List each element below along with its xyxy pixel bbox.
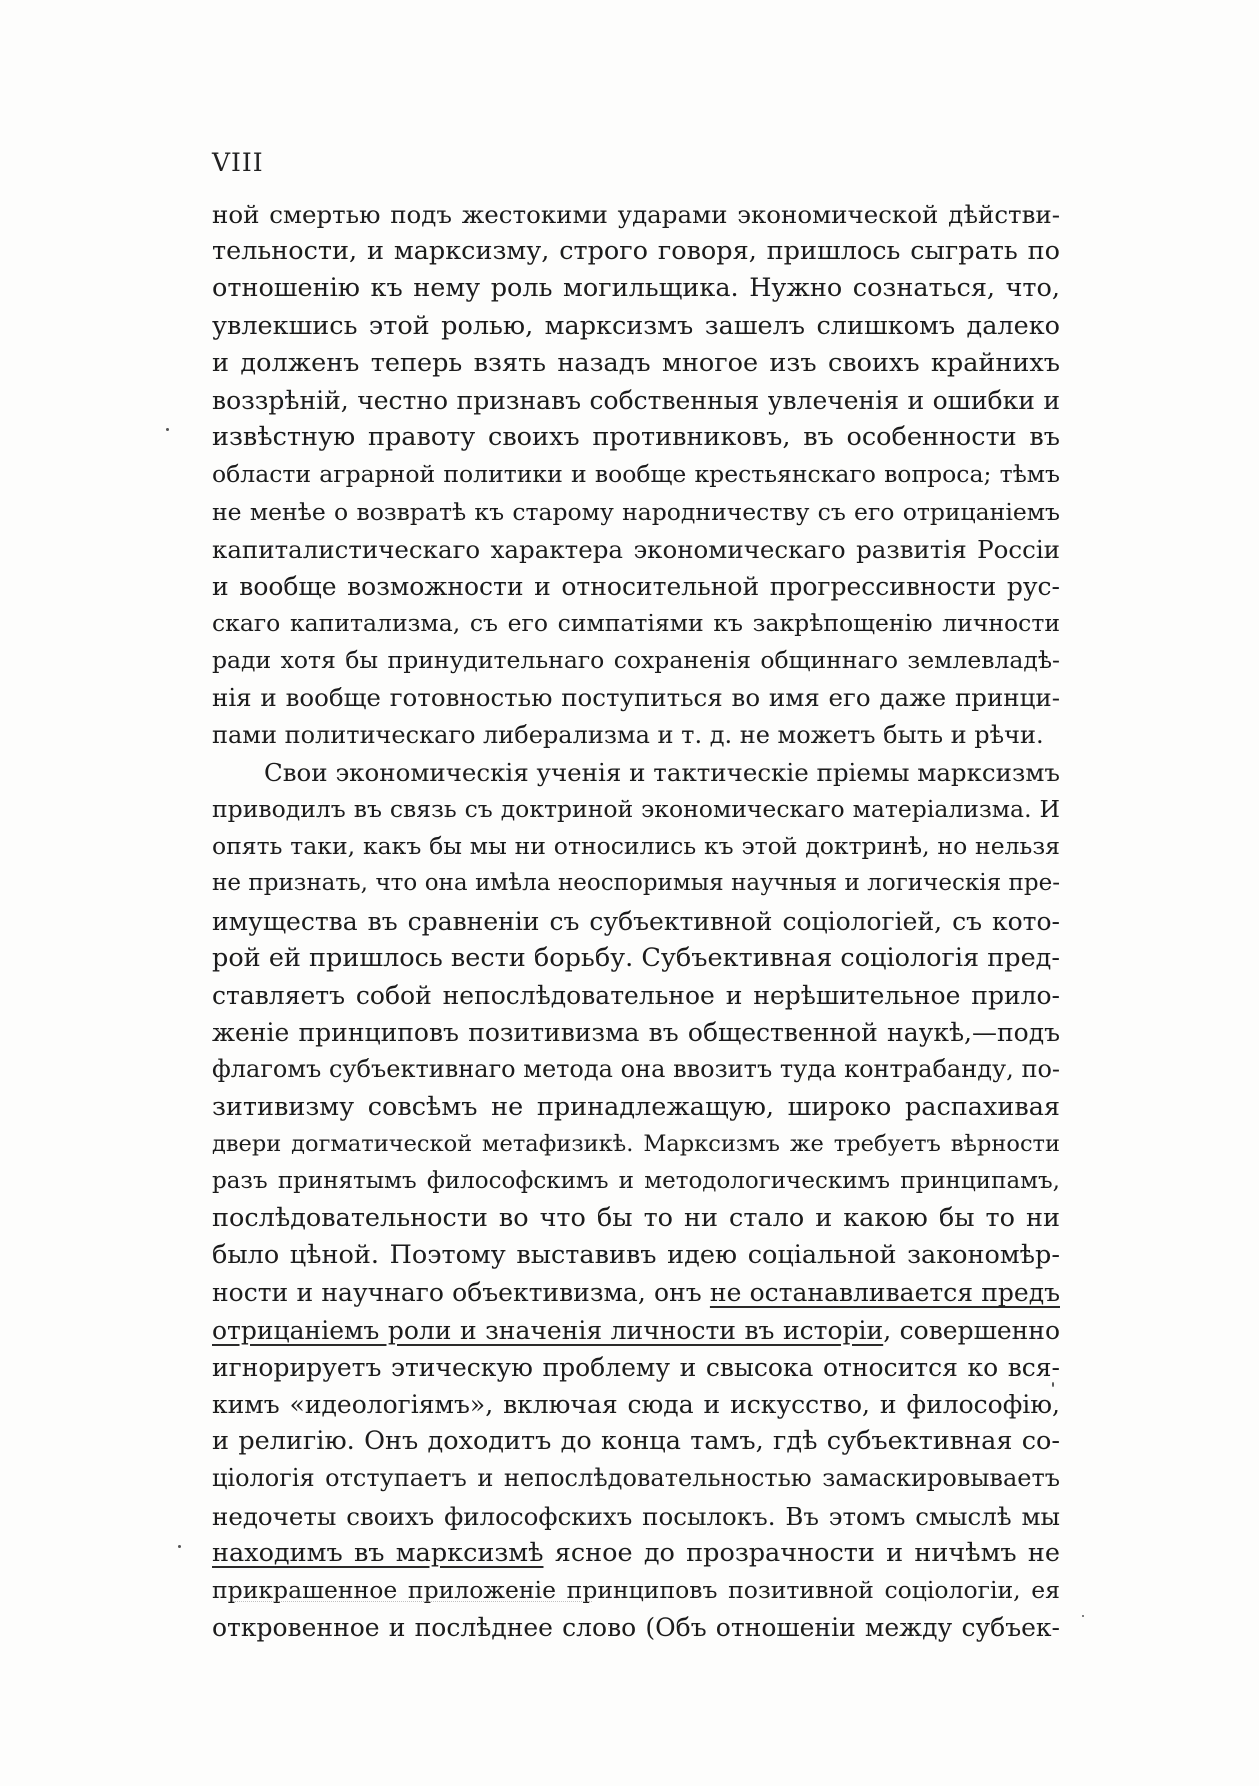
body-text [212, 196, 1060, 1646]
text-segment: ясное до прозрачности и ничѣмъ не [543, 1537, 1060, 1568]
text-line: тельности, и марксизму, строго говоря, пришлось сыграть по [212, 236, 1060, 267]
text-segment: ности и научнаго объективизма, онъ [212, 1278, 710, 1308]
text-line: увлекшись этой ролью, марксизмъ зашелъ слишкомъ далеко [212, 310, 1060, 341]
scan-speck [178, 1545, 181, 1548]
text-line: кимъ «идеологіямъ», включая сюда и искусство, и философію, [212, 1390, 1060, 1419]
text-line [212, 1274, 1060, 1311]
text-line: извѣстную правоту своихъ противниковъ, въ особенности въ [212, 422, 1060, 453]
underlined-passage: не останавливается предъ [709, 1278, 1060, 1308]
text-line: воззрѣній, честно признавъ собственныя увлеченія и ошибки и [212, 385, 1060, 415]
text-line: ставляетъ собой непослѣдовательное и нерѣшительное прило- [212, 980, 1060, 1010]
scan-speck [1052, 1382, 1054, 1387]
text-line: прикрашенное приложеніе принциповъ позитивной соціологіи, ея [212, 1575, 1060, 1604]
text-segment: , совершенно [883, 1315, 1061, 1345]
text-line: недочеты своихъ философскихъ посылокъ. Въ этомъ смыслѣ мы [212, 1501, 1060, 1531]
text-line: ціологія отступаетъ и непослѣдовательностью замаскировываетъ [212, 1464, 1060, 1493]
underlined-passage: отрицаніемъ роли и значенія личности въ исторіи [212, 1315, 884, 1345]
page-number: VIII [212, 148, 264, 177]
text-line: и вообще возможности и относительной прогрессивности рус- [212, 571, 1060, 601]
text-line: разъ принятымъ философскимъ и методологическимъ принципамъ, [212, 1167, 1060, 1194]
text-line: игнорируетъ этическую проблему и свысока относится ко вся- [212, 1352, 1060, 1382]
text-line [212, 1312, 1060, 1349]
scan-speck [166, 428, 169, 431]
text-line: отношенію къ нему роль могильщика. Нужно сознаться, что, [212, 273, 1060, 304]
text-line: и религію. Онъ доходитъ до конца тамъ, гдѣ субъективная со- [212, 1426, 1060, 1457]
text-line: капиталистическаго характера экономическаго развитія Россіи [212, 534, 1060, 564]
text-line: послѣдовательности во что бы то ни стало и какою бы то ни [212, 1203, 1060, 1234]
text-line: имущества въ сравненіи съ субъективной соціологіей, съ кото- [212, 906, 1060, 936]
text-line: флагомъ субъективнаго метода она ввозитъ туда контрабанду, по- [212, 1055, 1060, 1084]
text-line: области аграрной политики и вообще крестьянскаго вопроса; тѣмъ [212, 460, 1060, 489]
text-line: опять таки, какъ бы мы ни относились къ этой доктринѣ, но нельзя [212, 832, 1060, 861]
text-line: откровенное и послѣднее слово (Объ отношеніи между субъек- [212, 1613, 1060, 1643]
text-line: ради хотя бы принудительнаго сохраненія общиннаго землевладѣ- [212, 646, 1060, 675]
text-line: не признать, что она имѣла неоспоримыя научныя и логическія пре- [212, 870, 1060, 897]
text-line: двери догматической метафизикѣ. Марксизмъ же требуетъ вѣрности [212, 1130, 1060, 1157]
text-line: приводилъ въ связь съ доктриной экономическаго матеріализма. И [212, 795, 1060, 823]
text-line: женіе принциповъ позитивизма въ общественной наукѣ,—подъ [212, 1018, 1060, 1048]
text-line [212, 1535, 1060, 1572]
text-line: Свои экономическія ученія и тактическіе пріемы марксизмъ [264, 757, 1060, 787]
text-line: зитивизму совсѣмъ не принадлежащую, широко распахивая [212, 1091, 1060, 1122]
text-line: скаго капитализма, съ его симпатіями къ закрѣпощенію личности [212, 609, 1060, 638]
text-line: и долженъ теперь взять назадъ многое изъ своихъ крайнихъ [212, 347, 1060, 378]
text-line: пами политическаго либерализма и т. д. не можетъ быть и рѣчи. [212, 720, 1044, 749]
text-line: не менѣе о возвратѣ къ старому народничеству съ его отрицаніемъ [212, 497, 1060, 526]
text-line: было цѣной. Поэтому выставивъ идею соціальной закономѣр- [212, 1240, 1060, 1271]
text-line: нія и вообще готовностью поступиться во имя его даже принци- [212, 683, 1060, 713]
scan-speck [1082, 1615, 1084, 1617]
underlined-passage: находимъ въ марксизмѣ [212, 1537, 544, 1568]
text-line: ной смертью подъ жестокими ударами экономической дѣйстви- [212, 200, 1060, 229]
text-line: рой ей пришлось вести борьбу. Субъективная соціологія пред- [212, 942, 1060, 973]
scan-smudge [232, 1601, 592, 1606]
